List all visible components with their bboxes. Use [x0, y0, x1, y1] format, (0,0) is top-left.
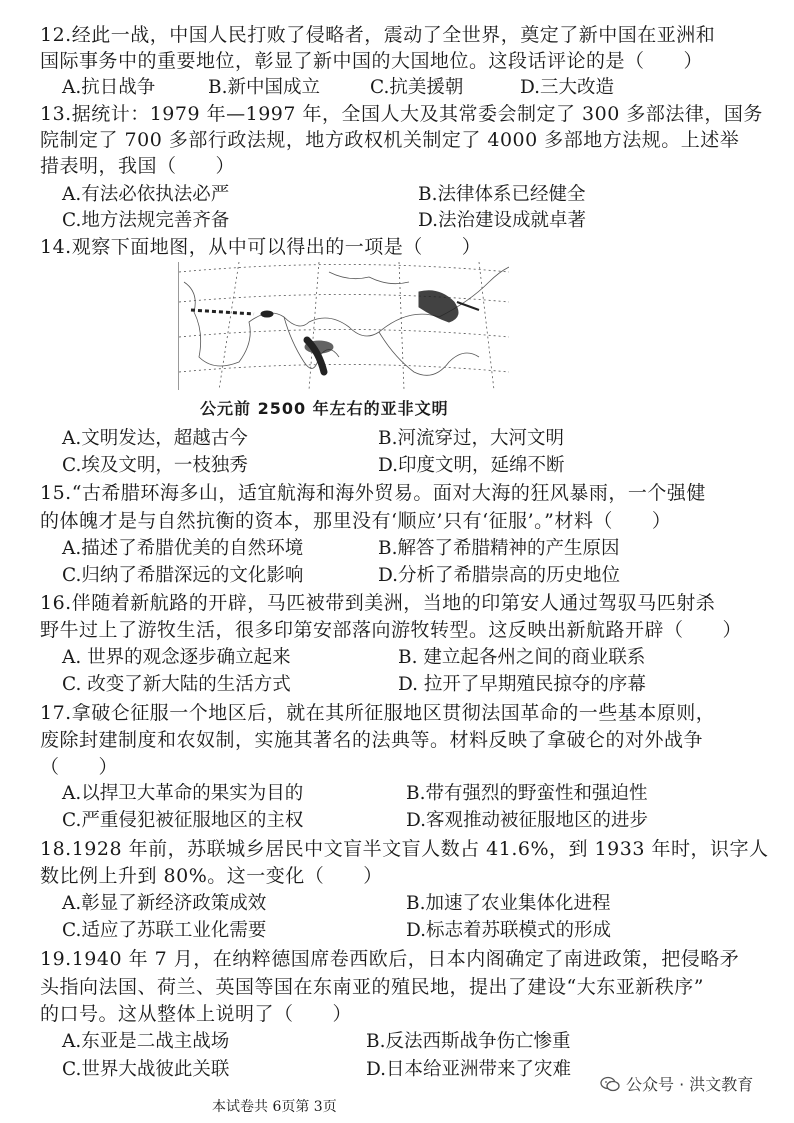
q14-option-a: A.文明发达，超越古今	[62, 428, 248, 449]
q18-stem-line1: 18.1928 年前，苏联城乡居民中文盲半文盲人数占 41.6%，到 1933 年时，识字人	[40, 838, 769, 860]
q17-stem-line3: （ ）	[40, 756, 119, 778]
q15-stem-line1: 15.“古希腊环海多山，适宜航海和海外贸易。面对大海的狂风暴雨，一个强健	[40, 482, 706, 504]
wechat-watermark	[600, 1072, 753, 1096]
q15-option-c: C.归纳了希腊深远的文化影响	[62, 565, 304, 586]
watermark-text: 公众号 · 洪文教育	[626, 1075, 754, 1094]
q17-option-b: B.带有强烈的野蛮性和强迫性	[406, 783, 648, 804]
q12-stem-line2: 国际事务中的重要地位，彰显了新中国的大国地位。这段话评论的是（ ）	[40, 50, 704, 72]
q15-option-b: B.解答了希腊精神的产生原因	[378, 538, 620, 559]
q18-option-c: C.适应了苏联工业化需要	[62, 920, 267, 941]
q16-option-d: D. 拉开了早期殖民掠夺的序幕	[398, 674, 646, 695]
map-caption: 公元前 2500 年左右的亚非文明	[200, 399, 449, 418]
q17-stem-line2: 废除封建制度和农奴制，实施其著名的法典等。材料反映了拿破仑的对外战争	[40, 729, 704, 751]
q18-stem-line2: 数比例上升到 80%。这一变化（ ）	[40, 865, 383, 887]
q16-option-c: C. 改变了新大陆的生活方式	[62, 674, 291, 695]
q19-option-c: C.世界大战彼此关联	[62, 1059, 230, 1080]
q13-option-d: D.法治建设成就卓著	[418, 210, 587, 231]
q12-option-b: B.新中国成立	[208, 77, 320, 98]
q12-stem-line1: 12.经此一战，中国人民打败了侵略者，震动了全世界，奠定了新中国在亚洲和	[40, 24, 716, 46]
ancient-civilizations-map	[178, 262, 509, 390]
q13-stem-line3: 措表明，我国（ ）	[40, 155, 236, 177]
map-drawing	[179, 262, 509, 390]
q16-stem-line2: 野牛过上了游牧生活，很多印第安部落向游牧转型。这反映出新航路开辟（ ）	[40, 619, 743, 641]
q13-option-b: B.法律体系已经健全	[418, 184, 586, 205]
q19-stem-line2: 头指向法国、荷兰、英国等国在东南亚的殖民地，提出了建设“大东亚新秩序”	[40, 976, 704, 998]
q14-option-c: C.埃及文明，一枝独秀	[62, 455, 248, 476]
q15-stem-line2: 的体魄才是与自然抗衡的资本，那里没有‘顺应’只有‘征服’。”材料（ ）	[40, 510, 672, 532]
q16-option-a: A. 世界的观念逐步确立起来	[62, 647, 291, 668]
q14-stem-line1: 14.观察下面地图，从中可以得出的一项是（ ）	[40, 236, 482, 258]
q16-option-b: B. 建立起各州之间的商业联系	[398, 647, 646, 668]
q14-option-b: B.河流穿过，大河文明	[378, 428, 564, 449]
q13-stem-line2: 院制定了 700 多部行政法规，地方政权机关制定了 4000 多部地方法规。上述举	[40, 129, 740, 151]
q12-option-d: D.三大改造	[520, 77, 615, 98]
q17-option-a: A.以捍卫大革命的果实为目的	[62, 783, 304, 804]
q13-option-c: C.地方法规完善齐备	[62, 210, 230, 231]
q12-option-c: C.抗美援朝	[370, 77, 464, 98]
q16-stem-line1: 16.伴随着新航路的开辟，马匹被带到美洲，当地的印第安人通过驾驭马匹射杀	[40, 592, 716, 614]
q12-option-a: A.抗日战争	[62, 77, 156, 98]
q18-option-b: B.加速了农业集体化进程	[406, 893, 611, 914]
q17-option-d: D.客观推动被征服地区的进步	[406, 810, 649, 831]
q13-stem-line1: 13.据统计：1979 年—1997 年，全国人大及其常委会制定了 300 多部法律，国务	[40, 103, 763, 125]
q19-option-a: A.东亚是二战主战场	[62, 1031, 230, 1052]
q15-option-d: D.分析了希腊崇高的历史地位	[378, 565, 621, 586]
q19-stem-line1: 19.1940 年 7 月，在纳粹德国席卷西欧后，日本内阁确定了南进政策，把侵略矛	[40, 948, 740, 970]
wechat-icon	[600, 1076, 620, 1096]
q14-option-d: D.印度文明，延绵不断	[378, 455, 565, 476]
q17-stem-line1: 17.拿破仑征服一个地区后，就在其所征服地区贯彻法国革命的一些基本原则，	[40, 702, 716, 724]
q17-option-c: C.严重侵犯被征服地区的主权	[62, 810, 304, 831]
q18-option-d: D.标志着苏联模式的形成	[406, 920, 612, 941]
q19-option-b: B.反法西斯战争伤亡惨重	[366, 1031, 571, 1052]
page-footer: 本试卷共 6页第 3页	[212, 1099, 337, 1115]
q19-option-d: D.日本给亚洲带来了灾难	[366, 1059, 572, 1080]
q15-option-a: A.描述了希腊优美的自然环境	[62, 538, 304, 559]
q18-option-a: A.彰显了新经济政策成效	[62, 893, 267, 914]
q19-stem-line3: 的口号。这从整体上说明了（ ）	[40, 1003, 353, 1025]
q13-option-a: A.有法必依执法必严	[62, 184, 230, 205]
